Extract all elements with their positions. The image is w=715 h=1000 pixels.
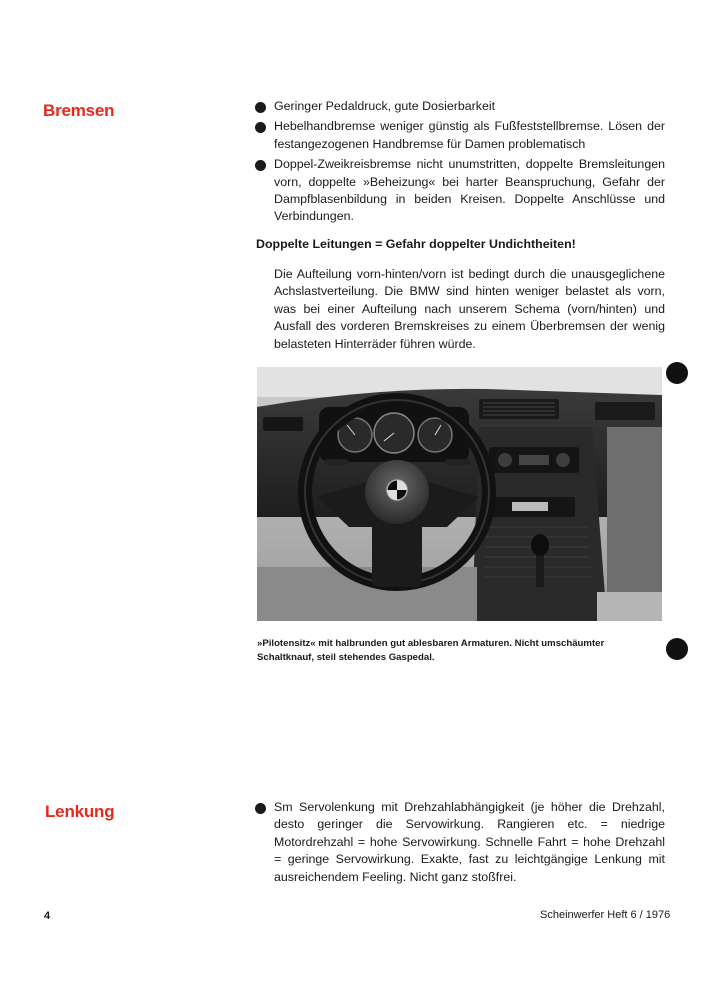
list-item [255, 156, 665, 226]
list-item [255, 118, 665, 153]
dashboard-photo [257, 367, 662, 621]
bullet-icon [255, 122, 266, 133]
list-item [255, 799, 665, 886]
section-title-brakes: Bremsen [43, 101, 115, 120]
steering-bullet-list [255, 799, 665, 889]
photo-caption: »Pilotensitz« mit halbrunden gut ablesbaren Armaturen. Nicht umschäumter Schaltknauf, steil stehendes Gaspedal. [257, 638, 605, 663]
dashboard-illustration [257, 367, 662, 621]
publication-footer: Scheinwerfer Heft 6 / 1976 [540, 909, 671, 921]
margin-marker-icon [666, 362, 688, 384]
section-title-steering: Lenkung [45, 802, 115, 821]
bullet-text: Geringer Pedaldruck, gute Dosierbarkeit [274, 99, 496, 113]
bullet-text: Doppel-Zweikreisbremse nicht unumstritten, doppelte Bremsleitungen vorn, doppelte »Beheizung« bei harter Beanspruchung, Gefahr der Dampfblasenbildung in beiden Kreisen. Doppelte Anschlüsse und Verbindungen. [274, 157, 665, 224]
margin-marker-icon [666, 638, 688, 660]
bullet-icon [255, 803, 266, 814]
bullet-text: Sm Servolenkung mit Drehzahlabhängigkeit (je höher die Drehzahl, desto geringer die Servowirkung. Rangieren etc. = niedrige Motordrehzahl = hohe Servowirkung. Schnelle Fahrt = hohe Drehzahl = geringe Servowirkung. Exakte, fast zu leichtgängige Lenkung mit ausreichendem Feeling. Nicht ganz stoßfrei. [274, 800, 665, 884]
brakes-paragraph: Die Aufteilung vorn-hinten/vorn ist bedingt durch die unausgeglichene Achslastverteilung. Die BMW sind hinten weniger belastet als vorn, was bei einer Aufteilung nach unserem Schema (vorn/hinten) und Ausfall des vorderen Bremskreises zu einem Überbremsen der wenig belasteten Hinterräder führen würde. [274, 267, 665, 351]
bullet-icon [255, 102, 266, 113]
brakes-bullet-list [255, 98, 665, 229]
page-number: 4 [44, 910, 51, 922]
bullet-icon [255, 160, 266, 171]
warning-heading: Doppelte Leitungen = Gefahr doppelter Undichtheiten! [256, 237, 576, 251]
list-item [255, 98, 665, 115]
bullet-text: Hebelhandbremse weniger günstig als Fußfeststellbremse. Lösen der festangezogenen Handbremse für Damen problematisch [274, 119, 665, 151]
